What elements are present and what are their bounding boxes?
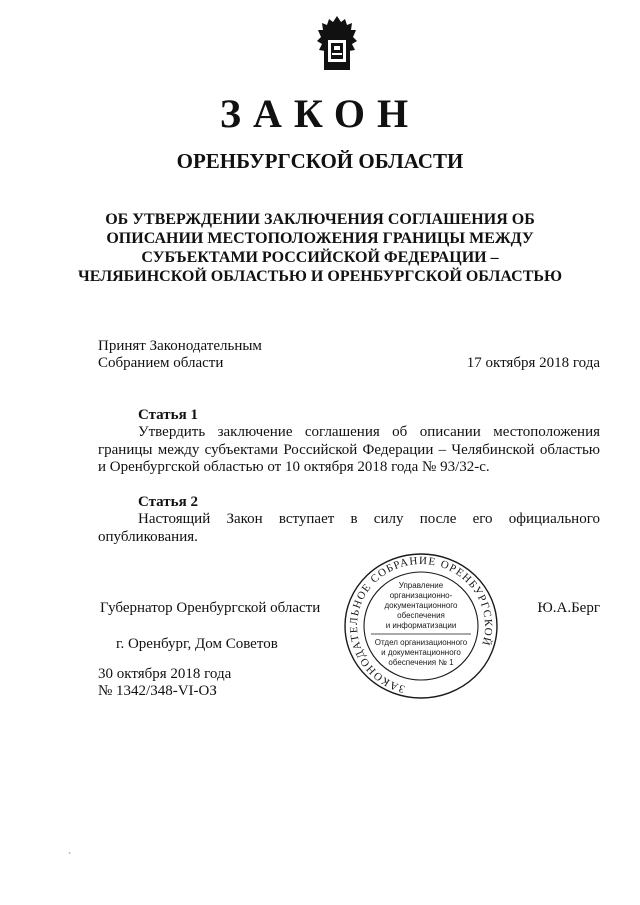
adoption-line: Принят Законодательным (98, 338, 262, 354)
governor-name: Ю.А.Берг (537, 600, 600, 616)
signing-place: г. Оренбург, Дом Советов (116, 636, 278, 652)
official-stamp (343, 552, 499, 700)
article-text-rest: границы между субъектами Российской Федерации – Челябинской областью и Оренбургской областью от 10 октября 2018 года № 93/32-с. (98, 441, 600, 475)
article-text-first-line: Утвердить заключение соглашения об описании местоположения (138, 424, 600, 440)
law-heading-line: СУБЪЕКТАМИ РОССИЙСКОЙ ФЕДЕРАЦИИ – (141, 249, 499, 266)
law-number: № 1342/348-VI-ОЗ (98, 683, 217, 699)
law-heading (0, 210, 640, 286)
adoption-date: 17 октября 2018 года (466, 355, 600, 371)
stamp-line: организационно- (389, 591, 453, 600)
scan-mark: ` (68, 852, 72, 863)
stamp-line: Отдел организационного (374, 638, 468, 647)
law-heading-line: ЧЕЛЯБИНСКОЙ ОБЛАСТЬЮ И ОРЕНБУРГСКОЙ ОБЛАСТЬЮ (78, 268, 562, 285)
document-title: ЗАКОН (219, 91, 421, 136)
stamp-line: обеспечения № 1 (388, 658, 454, 667)
stamp-line: обеспечения (397, 611, 445, 620)
article-1-text (98, 424, 600, 477)
adoption-line: Собранием области (98, 355, 224, 371)
coat-of-arms-emblem-icon (312, 14, 362, 72)
stamp-line: и информатизации (385, 621, 457, 630)
stamp-line: Управление (398, 581, 444, 590)
article-text-first-line: Настоящий Закон вступает в силу после его официального (138, 511, 600, 527)
document-subtitle: ОРЕНБУРГСКОЙ ОБЛАСТИ (176, 149, 464, 173)
law-heading-line: ОБ УТВЕРЖДЕНИИ ЗАКЛЮЧЕНИЯ СОГЛАШЕНИЯ ОБ (105, 211, 535, 228)
law-heading-line: ОПИСАНИИ МЕСТОПОЛОЖЕНИЯ ГРАНИЦЫ МЕЖДУ (106, 230, 534, 247)
stamp-ring-text: ЗАКОНОДАТЕЛЬНОЕ СОБРАНИЕ ОРЕНБУРГСКОЙ (347, 554, 495, 695)
signing-date: 30 октября 2018 года (98, 666, 232, 682)
article-text-rest: опубликования. (98, 528, 198, 545)
governor-title: Губернатор Оренбургской области (100, 600, 321, 616)
stamp-line: и документационного (381, 648, 461, 657)
article-2-text (98, 511, 600, 546)
article-1-title: Статья 1 (138, 407, 198, 423)
stamp-line: документационного (384, 601, 458, 610)
adoption-info (98, 338, 262, 372)
article-2-title: Статья 2 (138, 494, 198, 510)
